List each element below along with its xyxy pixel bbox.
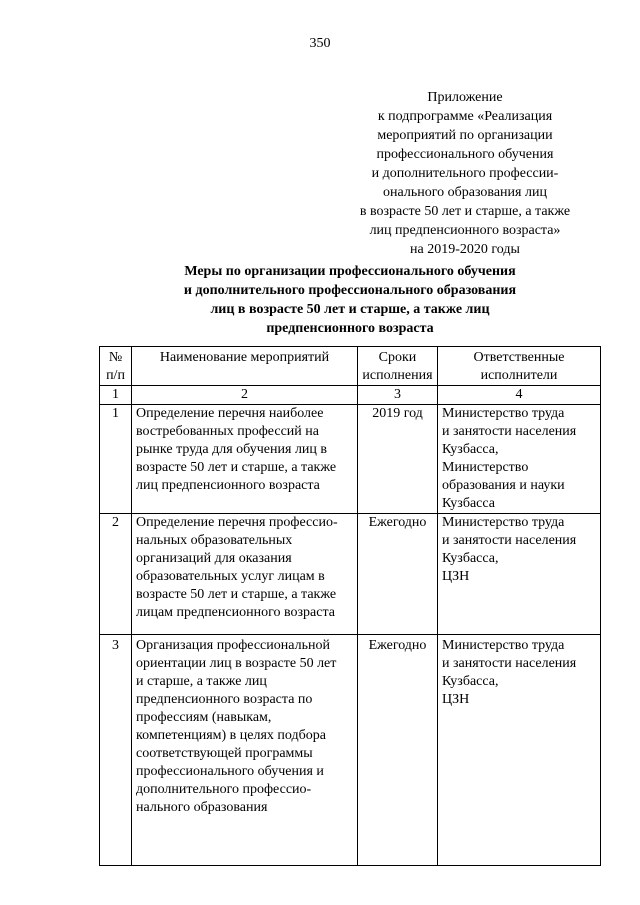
row-name-line: лицам предпенсионного возраста (136, 605, 335, 620)
row-term: Ежегодно (358, 635, 438, 866)
title-line: и дополнительного профессионального образования (183, 283, 517, 298)
row-responsible-line: и занятости населения (442, 424, 577, 439)
row-name-line: компетенциям) в целях подбора (136, 728, 326, 743)
header-responsible (438, 347, 601, 386)
page-number: 350 (309, 36, 331, 51)
row-name-line: организаций для оказания (136, 551, 292, 566)
row-name (132, 635, 358, 866)
appendix-line: и дополнительного профессии- (371, 166, 559, 181)
header-responsible-line: Ответственные (473, 350, 565, 365)
header-term-line: исполнения (362, 368, 433, 383)
row-term: Ежегодно (358, 514, 438, 635)
row-responsible-line: и занятости населения (442, 533, 577, 548)
appendix-line: на 2019-2020 годы (410, 242, 520, 257)
row-responsible-line: Кузбасса, (442, 674, 499, 689)
row-responsible (438, 635, 601, 866)
measures-table (99, 346, 601, 866)
row-responsible-line: Кузбасса (442, 496, 495, 511)
row-name-line: Определение перечня наиболее (136, 406, 324, 421)
row-responsible-line: Министерство труда (442, 406, 565, 421)
table-row (100, 514, 601, 635)
appendix-line: мероприятий по организации (377, 128, 553, 143)
row-name-line: нального образования (136, 800, 268, 815)
row-name-line: соответствующей программы (136, 746, 313, 761)
row-responsible-line: образования и науки (442, 478, 565, 493)
appendix-line: лиц предпенсионного возраста» (369, 223, 561, 238)
row-name-line: Определение перечня профессио- (136, 515, 338, 530)
row-number: 2 (100, 514, 132, 635)
row-name-line: профессионального обучения и (136, 764, 324, 779)
row-responsible-line: ЦЗН (442, 692, 470, 707)
row-name-line: и старше, а также лиц (136, 674, 267, 689)
row-name-line: образовательных услуг лицам в (136, 569, 325, 584)
header-number-line: № (108, 350, 123, 365)
row-name-line: востребованных профессий на (136, 424, 319, 439)
column-number: 3 (358, 386, 438, 405)
row-responsible-line: и занятости населения (442, 656, 577, 671)
row-term: 2019 год (358, 405, 438, 514)
title-line: лиц в возрасте 50 лет и старше, а также лиц (210, 302, 490, 317)
row-name-line: предпенсионного возраста по (136, 692, 313, 707)
row-name-line: лиц предпенсионного возраста (136, 478, 320, 493)
column-number: 2 (132, 386, 358, 405)
row-responsible-line: Министерство труда (442, 515, 565, 530)
row-name-line: возрасте 50 лет и старше, а также (136, 587, 337, 602)
appendix-line: Приложение (427, 90, 503, 105)
row-responsible-line: Министерство труда (442, 638, 565, 653)
table-row (100, 635, 601, 866)
row-name-line: рынке труда для обучения лиц в (136, 442, 328, 457)
row-responsible-line: ЦЗН (442, 569, 470, 584)
row-responsible (438, 514, 601, 635)
header-number (100, 347, 132, 386)
row-responsible (438, 405, 601, 514)
row-name-line: дополнительного профессио- (136, 782, 312, 797)
header-name-text: Наименование мероприятий (159, 350, 330, 365)
row-responsible-line: Министерство (442, 460, 529, 475)
appendix-line: к подпрограмме «Реализация (377, 109, 553, 124)
column-number-row (100, 386, 601, 405)
appendix-line: в возрасте 50 лет и старше, а также (359, 204, 571, 219)
header-number-line: п/п (106, 368, 125, 383)
row-name (132, 514, 358, 635)
row-name-line: ориентации лиц в возрасте 50 лет (136, 656, 337, 671)
header-term (358, 347, 438, 386)
title-line: предпенсионного возраста (266, 321, 434, 336)
appendix-line: профессионального обучения (376, 147, 554, 162)
row-responsible-line: Кузбасса, (442, 551, 499, 566)
header-responsible-line: исполнители (480, 368, 558, 383)
column-number: 4 (438, 386, 601, 405)
row-name-line: возрасте 50 лет и старше, а также (136, 460, 337, 475)
appendix-block (330, 88, 600, 259)
row-responsible-line: Кузбасса, (442, 442, 499, 457)
column-number: 1 (100, 386, 132, 405)
title-line: Меры по организации профессионального обучения (184, 264, 516, 279)
row-number: 3 (100, 635, 132, 866)
row-number: 1 (100, 405, 132, 514)
row-name-line: нальных образовательных (136, 533, 293, 548)
table-header-row (100, 347, 601, 386)
table-row (100, 405, 601, 514)
row-name-line: Организация профессиональной (136, 638, 330, 653)
header-name (132, 347, 358, 386)
row-name (132, 405, 358, 514)
appendix-line: онального образования лиц (383, 185, 547, 200)
document-title (100, 262, 600, 338)
header-term-line: Сроки (378, 350, 417, 365)
row-name-line: профессиям (навыкам, (136, 710, 272, 725)
